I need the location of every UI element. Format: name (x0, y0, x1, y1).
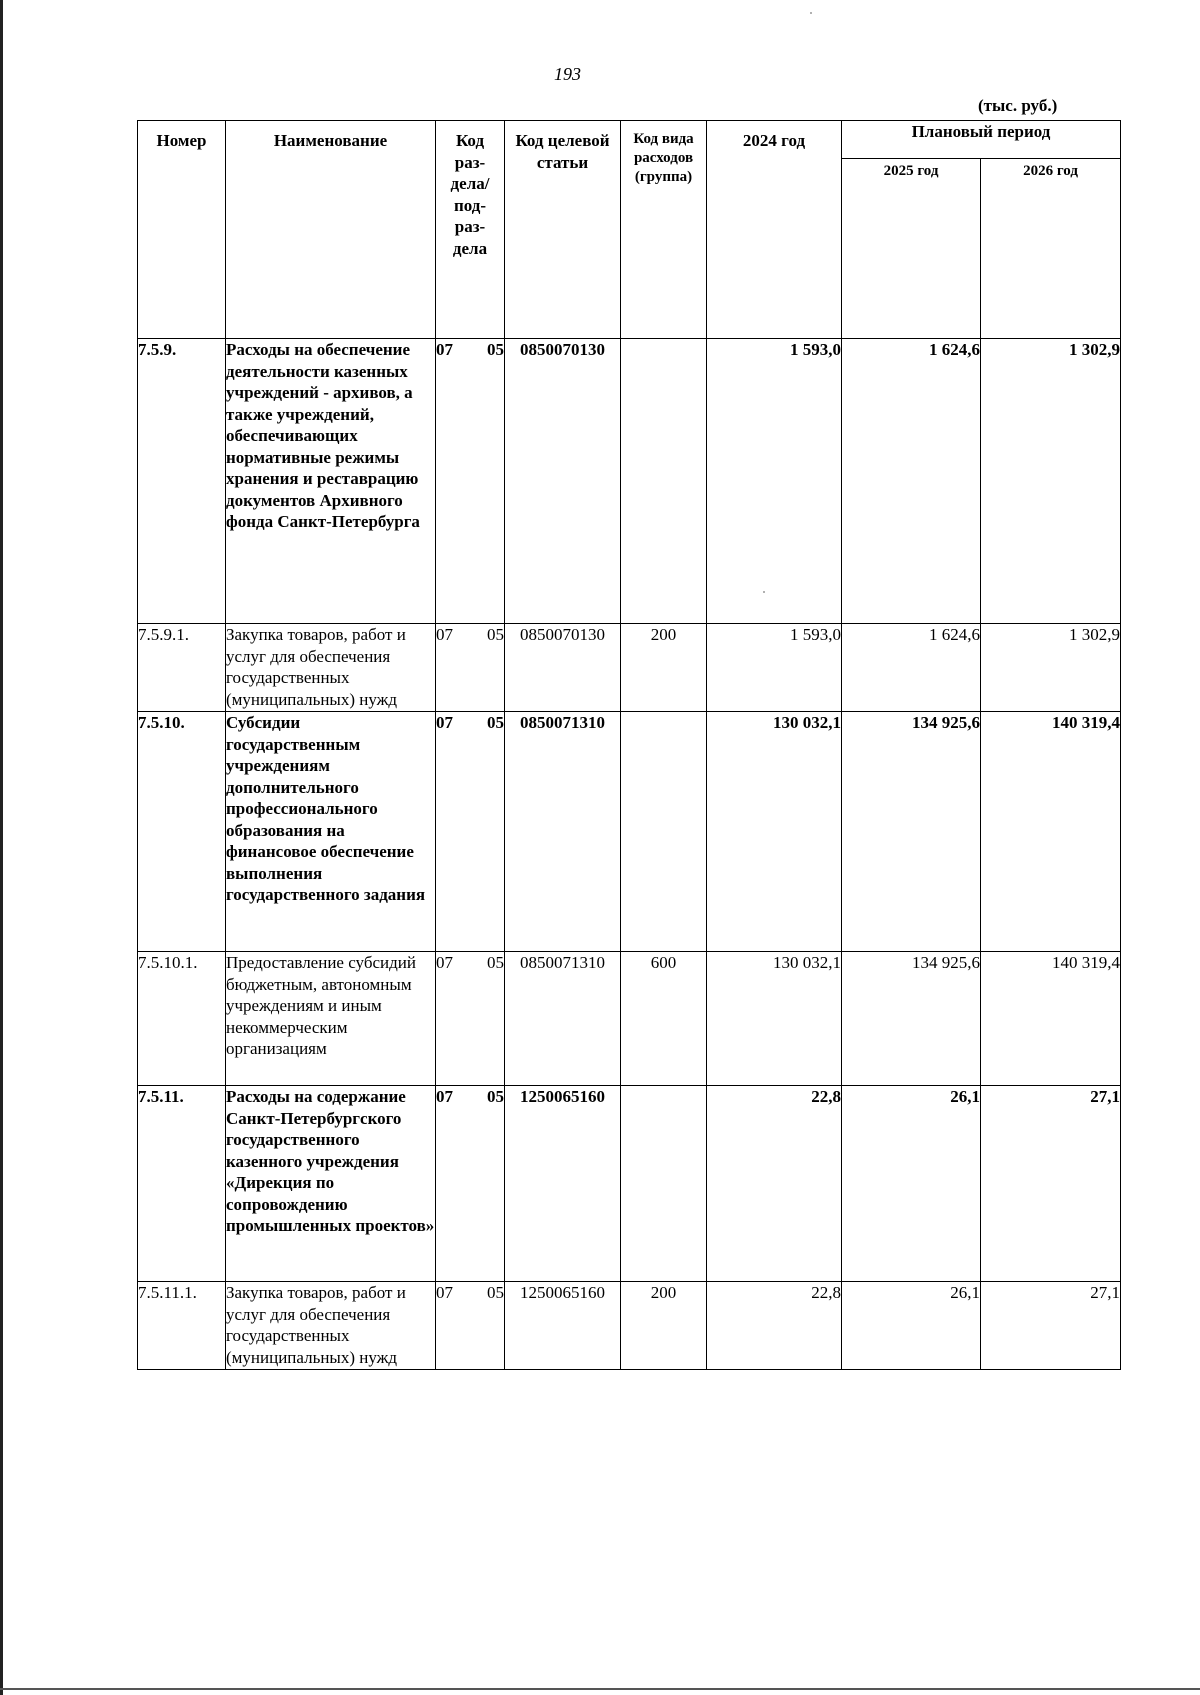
row-subsection: 05 (487, 625, 504, 644)
row-expense-kind (621, 712, 707, 952)
row-target-code: 0850070130 (505, 624, 621, 712)
header-target (505, 121, 621, 339)
row-expense-kind: 200 (621, 624, 707, 712)
row-name: Закупка товаров, работ и услуг для обеспечения государственных (муниципальных) нужд (226, 1282, 436, 1370)
row-name: Закупка товаров, работ и услуг для обеспечения государственных (муниципальных) нужд (226, 624, 436, 712)
budget-table (137, 120, 1121, 1370)
scan-edge-left (0, 0, 3, 1695)
row-subsection: 05 (487, 953, 504, 972)
header-section-label: Код раз-дела/ под-раз-дела (450, 131, 490, 258)
row-expense-kind (621, 1086, 707, 1282)
row-value-2026: 1 302,9 (981, 624, 1121, 712)
row-number: 7.5.10.1. (138, 952, 226, 1086)
row-number: 7.5.10. (138, 712, 226, 952)
page-number: 193 (554, 64, 581, 84)
row-value-2025: 1 624,6 (842, 624, 981, 712)
row-section-code (436, 712, 505, 952)
row-expense-kind: 600 (621, 952, 707, 1086)
header-2024: 2024 год (707, 121, 842, 339)
table-row (138, 952, 1121, 1086)
row-value-2025: 134 925,6 (842, 712, 981, 952)
row-expense-kind: 200 (621, 1282, 707, 1370)
table-row (138, 712, 1121, 952)
header-target-label: Код целевой статьи (515, 131, 610, 172)
row-section-code (436, 1086, 505, 1282)
table-body (138, 339, 1121, 1370)
row-subsection: 05 (487, 340, 504, 359)
units-label: (тыс. руб.) (978, 96, 1058, 115)
row-target-code: 1250065160 (505, 1282, 621, 1370)
row-value-2024: 1 593,0 (707, 624, 842, 712)
row-name: Расходы на обеспечение деятельности казенных учреждений - архивов, а также учреждений, обеспечивающих нормативные режимы хранения и реставрацию документов Архивного фонда Санкт-Петербурга (226, 339, 436, 624)
row-section: 07 (436, 1087, 453, 1106)
row-value-2025: 26,1 (842, 1282, 981, 1370)
header-2026: 2026 год (981, 159, 1121, 339)
row-value-2026: 27,1 (981, 1282, 1121, 1370)
row-value-2026: 140 319,4 (981, 952, 1121, 1086)
row-number: 7.5.11. (138, 1086, 226, 1282)
row-value-2025: 134 925,6 (842, 952, 981, 1086)
header-planned-period: Плановый период (842, 121, 1121, 159)
table-row (138, 1086, 1121, 1282)
row-section-code (436, 1282, 505, 1370)
row-value-2025: 26,1 (842, 1086, 981, 1282)
row-target-code: 0850071310 (505, 712, 621, 952)
row-value-2024: 1 593,0 (707, 339, 842, 624)
header-2025: 2025 год (842, 159, 981, 339)
row-expense-kind (621, 339, 707, 624)
header-kind-label: Код вида расходов (группа) (633, 131, 694, 185)
row-value-2024: 130 032,1 (707, 712, 842, 952)
row-section: 07 (436, 713, 453, 732)
row-value-2026: 140 319,4 (981, 712, 1121, 952)
row-value-2026: 1 302,9 (981, 339, 1121, 624)
row-name: Предоставление субсидий бюджетным, автономным учреждениям и иным некоммерческим организациям (226, 952, 436, 1086)
table-row (138, 624, 1121, 712)
row-value-2025: 1 624,6 (842, 339, 981, 624)
row-section: 07 (436, 340, 453, 359)
row-subsection: 05 (487, 1283, 504, 1302)
row-section: 07 (436, 953, 453, 972)
row-target-code: 1250065160 (505, 1086, 621, 1282)
row-number: 7.5.9. (138, 339, 226, 624)
table-row (138, 1282, 1121, 1370)
row-target-code: 0850071310 (505, 952, 621, 1086)
header-name: Наименование (226, 121, 436, 339)
row-number: 7.5.9.1. (138, 624, 226, 712)
row-name: Расходы на содержание Санкт-Петербургского государственного казенного учреждения «Дирекция по сопровождению промышленных проектов» (226, 1086, 436, 1282)
row-section: 07 (436, 625, 453, 644)
row-name: Субсидии государственным учреждениям дополнительного профессионального образования на финансовое обеспечение выполнения государственного задания (226, 712, 436, 952)
header-section (436, 121, 505, 339)
row-value-2024: 22,8 (707, 1086, 842, 1282)
row-value-2024: 22,8 (707, 1282, 842, 1370)
row-section: 07 (436, 1283, 453, 1302)
row-section-code (436, 624, 505, 712)
scan-speck (810, 12, 812, 14)
row-subsection: 05 (487, 713, 504, 732)
row-section-code (436, 952, 505, 1086)
row-number: 7.5.11.1. (138, 1282, 226, 1370)
header-kind (621, 121, 707, 339)
row-value-2026: 27,1 (981, 1086, 1121, 1282)
table-row (138, 339, 1121, 624)
scan-edge-bottom (0, 1688, 1200, 1690)
row-subsection: 05 (487, 1087, 504, 1106)
row-value-2024: 130 032,1 (707, 952, 842, 1086)
row-section-code (436, 339, 505, 624)
row-target-code: 0850070130 (505, 339, 621, 624)
header-number: Номер (138, 121, 226, 339)
